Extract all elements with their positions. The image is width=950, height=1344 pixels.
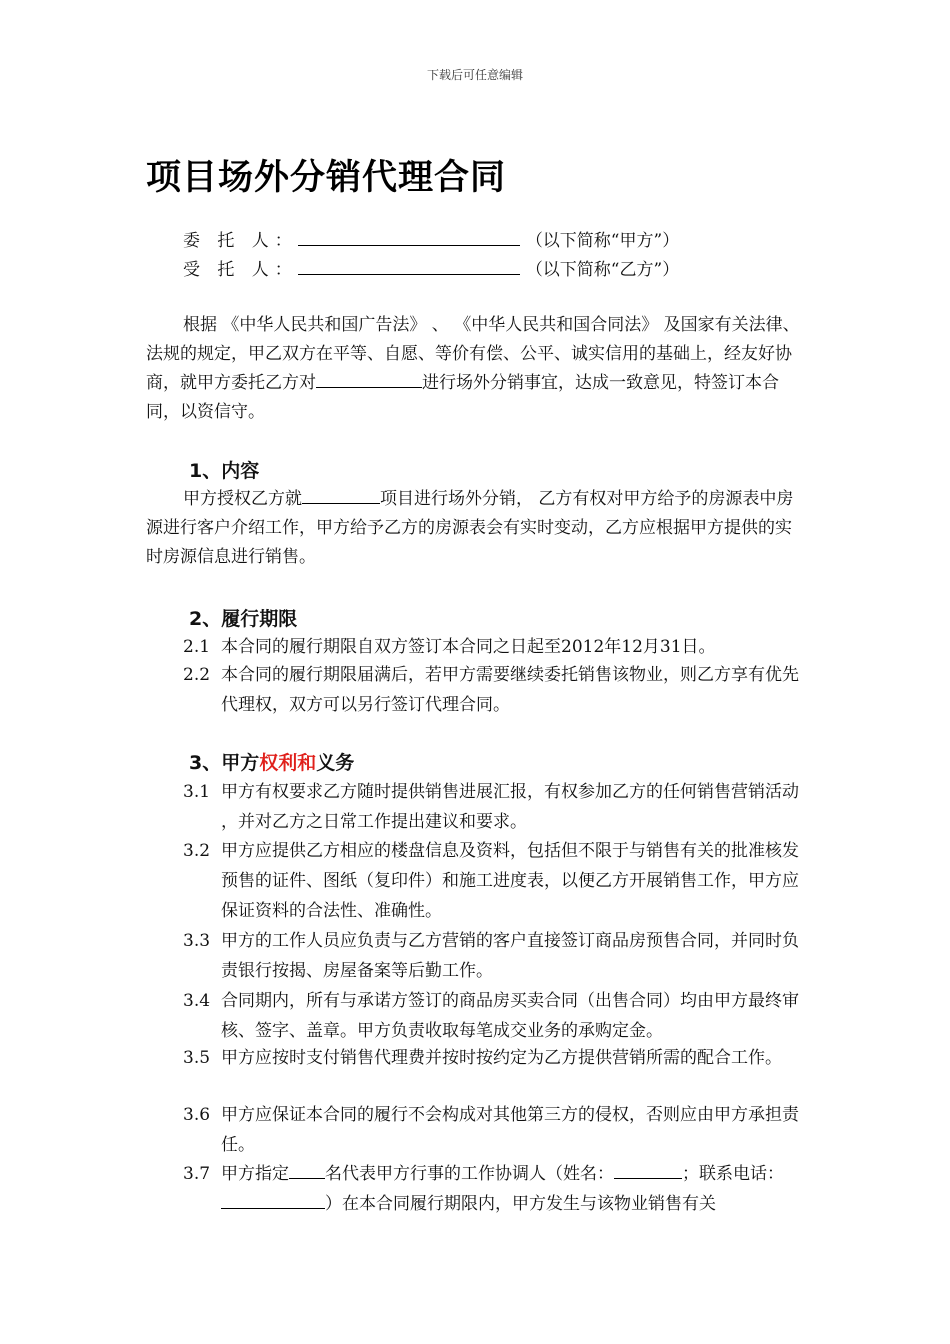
clause-number: 3.1 xyxy=(183,782,211,802)
clause-3-7-text-1: 甲方指定 xyxy=(221,1164,289,1184)
clause-3-7-text-2: 名代表甲方行事的工作协调人（姓名： xyxy=(325,1164,614,1184)
clause-text: 甲方的工作人员应负责与乙方营销的客户直接签订商品房预售合同，并同时负责银行按揭、房屋备案等后勤工作。 xyxy=(221,931,799,981)
trustee-blank xyxy=(298,256,520,275)
clause-3-4 xyxy=(183,986,808,1046)
section-3-heading xyxy=(189,748,354,775)
section-1-paragraph xyxy=(146,485,806,572)
party-suffix: （以下简称“乙方”） xyxy=(525,260,680,280)
coordinator-name-blank xyxy=(614,1162,682,1179)
clause-number: 3.2 xyxy=(183,841,211,861)
clause-3-3 xyxy=(183,926,808,986)
clause-3-6 xyxy=(183,1100,808,1160)
clause-3-1 xyxy=(183,777,808,837)
section-2-heading: 2、履行期限 xyxy=(189,608,298,630)
clause-text: 合同期内，所有与承诺方签订的商品房买卖合同（出售合同）均由甲方最终审核、签字、盖章。甲方负责收取每笔成交业务的承购定金。 xyxy=(221,991,799,1041)
clause-3-7-text-4: ）在本合同履行期限内，甲方发生与该物业销售有关 xyxy=(325,1194,716,1214)
clause-text: 甲方应按时支付销售代理费并按时按约定为乙方提供营销所需的配合工作。 xyxy=(221,1048,782,1068)
clause-number: 3.5 xyxy=(183,1048,211,1068)
clause-text: 本合同的履行期限届满后，若甲方需要继续委托销售该物业，则乙方享有优先代理权，双方可以另行签订代理合同。 xyxy=(221,665,799,715)
party-trustee xyxy=(183,255,679,280)
clause-number: 2.1 xyxy=(183,637,211,657)
clause-text: 本合同的履行期限自双方签订本合同之日起至2012年12月31日。 xyxy=(221,637,716,657)
intro-paragraph xyxy=(146,311,806,427)
clause-number: 3.7 xyxy=(183,1164,211,1184)
intro-text-1: 根据 《中华人民共和国广告法》 、 《中华人民共和国合同法》 及国家有关法律、法规的规定，甲乙双方在平等、自愿、等价有偿、公平、诚实信用的基础上，经友好协商，就甲方委托乙方对 xyxy=(146,315,800,393)
section-3-heading-part1: 3、甲方 xyxy=(189,752,260,774)
representative-count-blank xyxy=(289,1162,325,1179)
header-note: 下载后可任意编辑 xyxy=(426,68,523,82)
party-suffix: （以下简称“甲方”） xyxy=(525,231,680,251)
section-3-heading-highlight: 权利和 xyxy=(259,752,317,774)
clause-3-5 xyxy=(183,1043,808,1073)
clause-number: 3.3 xyxy=(183,931,211,951)
clause-3-7-text-3: ；联系电话： xyxy=(682,1164,784,1184)
section-3-heading-part3: 义务 xyxy=(316,752,355,774)
clause-text xyxy=(221,1159,808,1219)
party-label: 受 托 人： xyxy=(183,260,298,280)
party-label: 委 托 人： xyxy=(183,231,298,251)
clause-text: 甲方应保证本合同的履行不会构成对其他第三方的侵权，否则应由甲方承担责任。 xyxy=(221,1105,799,1155)
intro-text-2: 进行场外分销事宜，达成一致意见，特签订本合同，以资信守。 xyxy=(146,373,779,422)
project-blank xyxy=(316,371,422,388)
clause-text: 甲方有权要求乙方随时提供销售进展汇报，有权参加乙方的任何销售营销活动 ，并对乙方之日常工作提出建议和要求。 xyxy=(221,782,799,832)
section-1-text-1: 甲方授权乙方就 xyxy=(183,489,302,509)
entrustor-blank xyxy=(298,227,520,246)
coordinator-phone-blank xyxy=(221,1192,325,1209)
clause-number: 2.2 xyxy=(183,665,211,685)
clause-number: 3.6 xyxy=(183,1105,211,1125)
page-title: 项目场外分销代理合同 xyxy=(146,158,507,198)
party-entrustor xyxy=(183,226,679,251)
clause-text: 甲方应提供乙方相应的楼盘信息及资料，包括但不限于与销售有关的批准核发预售的证件、图纸（复印件）和施工进度表，以便乙方开展销售工作，甲方应保证资料的合法性、准确性。 xyxy=(221,841,799,921)
section-1-text-2: 项目进行场外分销， 乙方有权对甲方给予的房源表中房源进行客户介绍工作，甲方给予乙方的房源表会有实时变动，乙方应根据甲方提供的实时房源信息进行销售。 xyxy=(146,489,794,567)
clause-2-2 xyxy=(183,660,808,720)
clause-2-1 xyxy=(183,632,808,662)
section-1-heading: 1、内容 xyxy=(189,460,260,482)
clause-number: 3.4 xyxy=(183,991,211,1011)
clause-3-2 xyxy=(183,836,808,926)
project-name-blank xyxy=(302,487,380,504)
clause-3-7 xyxy=(183,1159,808,1219)
